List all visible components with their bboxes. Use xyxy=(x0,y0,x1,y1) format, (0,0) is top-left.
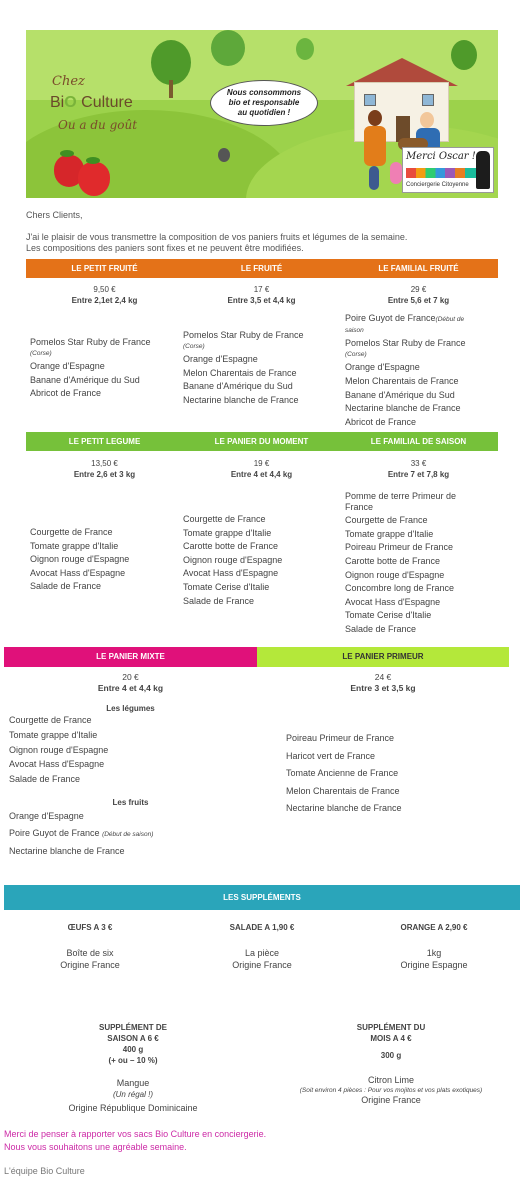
oeufs-details xyxy=(4,947,176,971)
window-icon xyxy=(364,94,376,106)
weight: Entre 4 et 4,4 kg xyxy=(230,470,293,479)
weight: Entre 2,1et 2,4 kg xyxy=(71,296,138,305)
list-item: Haricot vert de France xyxy=(286,750,376,761)
header-supplements: LES SUPPLÉMENTS xyxy=(4,885,520,910)
window-icon xyxy=(422,94,434,106)
list-item: France xyxy=(345,501,374,512)
item-note: (Soit environ 4 pièces : Pour vos mojitos et vos plats exotiques) xyxy=(299,1087,483,1094)
list-item: Tomate grappe d'Italie xyxy=(9,729,98,740)
tree-icon xyxy=(211,30,245,66)
tree-icon xyxy=(296,38,314,60)
list-item: Pomelos Star Ruby de France xyxy=(345,338,466,349)
header-familial-saison: LE FAMILIAL DE SAISON xyxy=(370,437,467,446)
weight: Entre 2,6 et 3 kg xyxy=(73,470,136,479)
list-item: Tomate grappe d'Italie xyxy=(183,527,272,538)
logo-tagline: Ou a du goût xyxy=(58,118,138,132)
merci-oscar-logo xyxy=(402,147,494,193)
speech-bubble xyxy=(210,80,318,126)
list-item: Tomate Cerise d'Italie xyxy=(183,581,270,592)
list-item: Tomate grappe d'Italie xyxy=(30,540,119,551)
price: 13,50 € xyxy=(91,459,118,468)
list-item: Banane d'Amérique du Sud xyxy=(345,389,455,400)
list-item: Carotte botte de France xyxy=(345,555,441,566)
footer-wishes: Nous vous souhaitons une agréable semaine. xyxy=(4,1142,187,1152)
legume-list-3 xyxy=(345,490,456,637)
list-item: Avocat Hass d'Espagne xyxy=(183,568,279,579)
price-cell xyxy=(340,284,497,306)
logo-bioculture xyxy=(50,94,133,112)
header-panier-mixte: LE PANIER MIXTE xyxy=(4,647,257,667)
list-item: Salade de France xyxy=(30,581,102,592)
merci-subtitle: Conciergerie Citoyenne xyxy=(406,182,469,188)
mixte-legumes-title: Les légumes xyxy=(106,704,155,713)
leaf-icon xyxy=(60,150,74,157)
fruit-list-2 xyxy=(183,329,304,408)
oeufs-title: ŒUFS A 3 € xyxy=(67,923,113,932)
list-item: Concombre long de France xyxy=(345,583,455,594)
list-item: Salade de France xyxy=(9,774,81,785)
list-item: Nectarine blanche de France xyxy=(183,394,299,405)
salade-title: SALADE A 1,90 € xyxy=(229,923,295,932)
header-fruite: LE FRUITÉ xyxy=(240,264,283,273)
strawberry-icon xyxy=(78,162,110,196)
bubble-line: au quotidien ! xyxy=(237,108,291,117)
logo-bi: Bi xyxy=(50,94,65,111)
list-item: Courgette de France xyxy=(345,515,428,526)
list-item: Oignon rouge d'Espagne xyxy=(345,569,445,580)
header-petit-fruite: LE PETIT FRUITÉ xyxy=(71,264,138,273)
mixte-price-cell xyxy=(4,672,257,694)
weight: 300 g xyxy=(380,1051,402,1060)
logo-culture: Culture xyxy=(81,94,133,111)
butler-icon xyxy=(476,151,490,189)
item-name: Mangue xyxy=(116,1078,150,1088)
item-name: Poire Guyot de France xyxy=(9,827,100,838)
item-note: (Début de saison) xyxy=(102,830,154,838)
leaf-icon xyxy=(86,157,100,164)
price: 19 € xyxy=(253,459,270,468)
list-item: Avocat Hass d'Espagne xyxy=(9,759,105,770)
price: 29 € xyxy=(410,285,427,294)
primeur-list xyxy=(286,730,402,818)
list-item: Melon Charentais de France xyxy=(286,785,400,796)
mixte-fruits-title: Les fruits xyxy=(112,798,149,807)
detail: Origine Espagne xyxy=(400,960,468,970)
item-origin: Origine France xyxy=(361,1095,421,1105)
detail: 1kg xyxy=(426,948,442,958)
list-item: Abricot de France xyxy=(30,388,102,399)
list-item: Oignon rouge d'Espagne xyxy=(30,554,130,565)
price-cell xyxy=(26,284,183,306)
list-item: Avocat Hass d'Espagne xyxy=(30,567,126,578)
weight: 400 g xyxy=(122,1045,144,1054)
saison-supplement xyxy=(4,1022,262,1066)
list-item: Nectarine blanche de France xyxy=(9,846,125,856)
list-item: Poireau Primeur de France xyxy=(345,542,454,553)
squirrel-icon xyxy=(218,148,230,162)
list-item: Salade de France xyxy=(345,623,417,634)
title-line: SUPPLÉMENT DU xyxy=(356,1023,426,1032)
list-item: Nectarine blanche de France xyxy=(345,403,461,414)
detail: La pièce xyxy=(244,948,280,958)
orange-details xyxy=(348,947,520,971)
tolerance: (+ ou – 10 %) xyxy=(108,1056,158,1065)
header-panier-primeur: LE PANIER PRIMEUR xyxy=(257,647,509,667)
item-note: (Début de xyxy=(435,316,465,323)
list-item: Salade de France xyxy=(183,595,255,606)
item-origin: Origine République Dominicaine xyxy=(68,1103,198,1113)
detail: Boîte de six xyxy=(66,948,114,958)
title-line: SUPPLÉMENT DE xyxy=(98,1023,167,1032)
weight: Entre 3 et 3,5 kg xyxy=(350,683,416,693)
child-figure xyxy=(390,162,402,184)
header-familial-fruite: LE FAMILIAL FRUITÉ xyxy=(378,264,459,273)
woman-figure xyxy=(364,126,386,166)
mixte-fruit-list xyxy=(9,808,153,860)
woman-head xyxy=(368,110,382,126)
list-item: Orange d'Espagne xyxy=(9,811,84,821)
man-head xyxy=(420,112,434,128)
legume-list-1 xyxy=(30,526,129,594)
list-item: Tomate Ancienne de France xyxy=(286,768,399,779)
price: 20 € xyxy=(122,672,139,682)
title-line: SAISON A 6 € xyxy=(107,1034,159,1043)
footer-signature: L'équipe Bio Culture xyxy=(4,1166,85,1176)
intro-line: J'ai le plaisir de vous transmettre la composition de vos paniers fruits et légumes de la semaine. xyxy=(26,232,408,242)
price: 17 € xyxy=(253,285,270,294)
fruit-list-1 xyxy=(30,336,151,401)
logo-o-leaf: O xyxy=(64,94,77,111)
item-note: (Un régal !) xyxy=(112,1090,153,1099)
list-item: Pomelos Star Ruby de France xyxy=(30,337,151,347)
intro-line: Les compositions des paniers sont fixes et ne peuvent être modifiées. xyxy=(26,243,304,253)
list-item: Orange d'Espagne xyxy=(30,361,105,372)
price: 9,50 € xyxy=(93,285,116,294)
greeting: Chers Clients, xyxy=(26,210,83,220)
detail: Origine France xyxy=(60,960,120,970)
list-item xyxy=(9,825,153,844)
price: 33 € xyxy=(410,459,427,468)
weight: Entre 5,6 et 7 kg xyxy=(387,296,450,305)
tree-trunk xyxy=(169,80,173,98)
mois-supplement xyxy=(262,1022,520,1061)
legume-list-2 xyxy=(183,513,282,608)
list-item: Melon Charentais de France xyxy=(345,375,459,386)
list-item: Oignon rouge d'Espagne xyxy=(183,554,283,565)
list-item: Pomme de terre Primeur de xyxy=(345,491,457,501)
mois-item xyxy=(262,1075,520,1106)
list-item: Melon Charentais de France xyxy=(183,367,297,378)
list-item: Banane d'Amérique du Sud xyxy=(183,381,293,392)
item-name: Citron Lime xyxy=(367,1075,414,1085)
price-cell xyxy=(183,458,340,480)
header-panier-moment: LE PANIER DU MOMENT xyxy=(214,437,309,446)
item-note: (Corse) xyxy=(183,342,205,350)
list-item: Orange d'Espagne xyxy=(183,354,258,365)
woman-legs xyxy=(369,166,379,190)
fruit-list-3 xyxy=(345,312,466,429)
price: 24 € xyxy=(374,672,392,682)
saison-item xyxy=(4,1078,262,1114)
list-item: Poireau Primeur de France xyxy=(286,733,395,743)
weight: Entre 7 et 7,8 kg xyxy=(387,470,450,479)
header-petit-legume: LE PETIT LEGUME xyxy=(68,437,141,446)
weight: Entre 4 et 4,4 kg xyxy=(97,683,164,693)
item-note: (Corse) xyxy=(30,349,52,357)
bubble-line: bio et responsable xyxy=(228,98,300,107)
detail: Origine France xyxy=(232,960,292,970)
list-item: Carotte botte de France xyxy=(183,541,279,552)
merci-title: Merci Oscar ! xyxy=(406,151,476,162)
item-name: Poire Guyot de France xyxy=(345,313,436,323)
title-line: MOIS A 4 € xyxy=(370,1034,412,1043)
tree-icon xyxy=(151,40,191,85)
logo-chez: Chez xyxy=(52,74,85,89)
list-item: Orange d'Espagne xyxy=(345,362,420,373)
price-cell xyxy=(183,284,340,306)
price-cell xyxy=(340,458,497,480)
list-item: Oignon rouge d'Espagne xyxy=(9,744,109,755)
list-item: Courgette de France xyxy=(30,527,113,537)
list-item: Nectarine blanche de France xyxy=(286,803,402,814)
orange-title: ORANGE A 2,90 € xyxy=(400,923,468,932)
salade-details xyxy=(176,947,348,971)
list-item: Tomate grappe d'Italie xyxy=(345,528,434,539)
bubble-line: Nous consommons xyxy=(226,88,302,97)
list-item: Pomelos Star Ruby de France xyxy=(183,330,304,340)
price-cell xyxy=(26,458,183,480)
list-item: Abricot de France xyxy=(345,416,417,427)
services-icons xyxy=(406,168,476,178)
list-item: Courgette de France xyxy=(9,715,92,725)
item-note: saison xyxy=(345,326,364,334)
list-item: Banane d'Amérique du Sud xyxy=(30,374,140,385)
primeur-price-cell xyxy=(257,672,509,694)
item-note: (Corse) xyxy=(345,350,367,358)
list-item: Tomate Cerise d'Italie xyxy=(345,610,432,621)
mixte-legume-list xyxy=(9,713,108,787)
list-item: Courgette de France xyxy=(183,514,266,524)
weight: Entre 3,5 et 4,4 kg xyxy=(227,296,296,305)
footer-reminder: Merci de penser à rapporter vos sacs Bio Culture en conciergerie. xyxy=(4,1129,267,1139)
list-item: Avocat Hass d'Espagne xyxy=(345,596,441,607)
